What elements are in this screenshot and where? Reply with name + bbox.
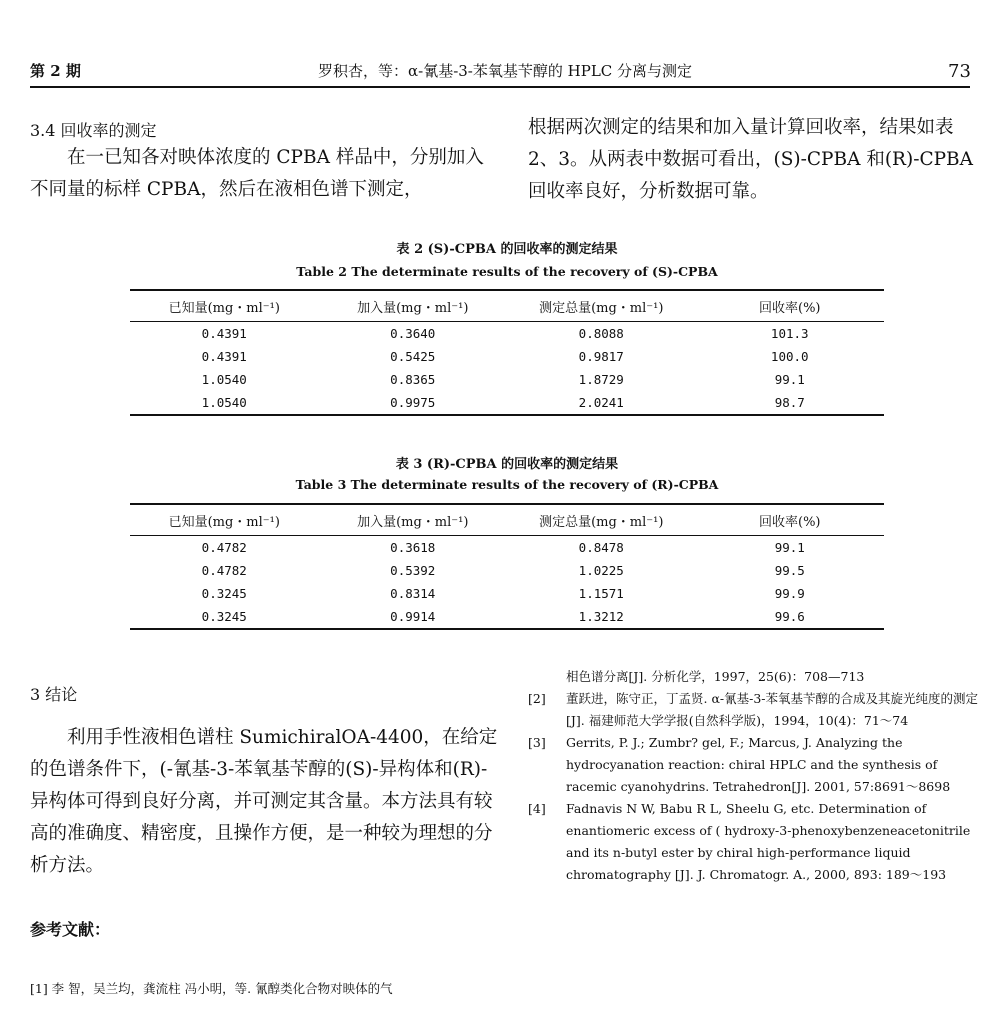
table-cell: 0.9975 [319,391,508,415]
table-cell: 0.8365 [390,372,436,387]
column-header: 已知量(mg・ml⁻¹) [130,504,319,536]
column-header: 回收率(%) [696,504,885,536]
table-cell: 0.4391 [201,349,247,364]
reference-1-continued: 相色谱分离[J]. 分析化学，1997，25(6)：708—713 [566,669,865,684]
table-row [130,345,884,368]
column-header: 加入量(mg・ml⁻¹) [319,504,508,536]
table-cell: 0.9817 [578,349,624,364]
reference-2 [528,688,978,732]
section-heading-3-4: 3.4 回收率的测定 [30,121,157,140]
reference-3 [528,732,978,798]
table-header-row [130,504,884,536]
table-cell: 1.3212 [507,605,696,629]
table-cell: 100.0 [770,349,809,364]
table-cell: 0.8478 [578,540,624,555]
table-cell: 99.9 [774,586,805,601]
table-row [130,582,884,605]
reference-number: [3] [528,735,546,750]
reference-4 [528,798,978,886]
table-cell: 0.8314 [390,586,436,601]
conclusion-heading: 3 结论 [30,685,78,704]
table-row [130,605,884,629]
column-header: 回收率(%) [696,290,885,322]
references-heading: 参考文献： [30,920,111,939]
table-cell: 99.6 [696,605,885,629]
table-cell: 0.8088 [578,326,624,341]
column-header: 测定总量(mg・ml⁻¹) [507,290,696,322]
table-cell: 0.3245 [201,586,247,601]
table-header-row [130,290,884,322]
table-cell: 1.0540 [130,391,319,415]
table-cell: 2.0241 [507,391,696,415]
table-row [130,391,884,415]
table2-caption-cn: 表 2 (S)-CPBA 的回收率的测定结果 [396,242,618,257]
references-list [528,666,978,886]
table-cell: 0.3618 [390,540,436,555]
table3-caption-en: Table 3 The determinate results of the recovery of (R)-CPBA [295,477,719,492]
table-cell: 0.5392 [390,563,436,578]
running-title: 罗积杏，等：α-氰基-3-苯氧基苄醇的 HPLC 分离与测定 [318,62,693,80]
table-row [130,368,884,391]
table-cell: 0.3640 [390,326,436,341]
table-cell: 0.4782 [201,563,247,578]
reference-number: [4] [528,801,546,816]
table2 [130,289,884,416]
column-header: 加入量(mg・ml⁻¹) [319,290,508,322]
table-cell: 1.0540 [201,372,247,387]
table-row [130,536,884,560]
table-cell: 0.4782 [201,540,247,555]
table-cell: 101.3 [770,326,809,341]
issue-number: 第 2 期 [30,62,81,80]
table-cell: 98.7 [696,391,885,415]
column-header: 已知量(mg・ml⁻¹) [130,290,319,322]
table-cell: 0.4391 [201,326,247,341]
conclusion-paragraph: 利用手性液相色谱柱 SumichiralOA-4400，在给定的色谱条件下，(-氰基-3-苯氧基苄醇的(S)-异构体和(R)-异构体可得到良好分离，并可测定其含量。本方法具有较高的准确度、精密度，且操作方便，是一种较为理想的分析方法。 [30,727,498,876]
paragraph-left: 在一已知各对映体浓度的 CPBA 样品中，分别加入不同量的标样 CPBA，然后在液相色谱下测定， [30,147,484,200]
reference-1: [1] 李 智，吴兰均，龚流柱 冯小明，等. 氰醇类化合物对映体的气 [30,981,393,996]
table-cell: 0.5425 [390,349,436,364]
reference-text: Gerrits, P. J.; Zumbr? gel, F.; Marcus, J. Analyzing the hydrocyanation reaction: chiral HPLC and the synthesis of racemic cyanohydrins. Tetrahedron[J]. 2001, 57:8691～8698 [566,735,951,794]
table2-caption-en: Table 2 The determinate results of the recovery of (S)-CPBA [296,264,718,279]
table3 [130,503,884,630]
table-cell: 1.8729 [578,372,624,387]
table-row [130,559,884,582]
column-header: 测定总量(mg・ml⁻¹) [507,504,696,536]
reference-text: 董跃进，陈守正，丁孟贤. α-氰基-3-苯氧基苄醇的合成及其旋光纯度的测定[J]. 福建师范大学学报(自然科学版)，1994，10(4)：71～74 [566,691,979,728]
table-cell: 99.1 [774,540,805,555]
table-row [130,322,884,346]
table-cell: 1.1571 [578,586,624,601]
header-rule [30,86,970,88]
table3-caption-cn: 表 3 (R)-CPBA 的回收率的测定结果 [395,457,619,472]
table-cell: 99.1 [774,372,805,387]
reference-text: Fadnavis N W, Babu R L, Sheelu G, etc. Determination of enantiomeric excess of ( hydroxy-3-phenoxybenzeneacetonitrile and its n-butyl ester by chiral high-performance liquid chromatography [J]. J. Chromatogr. A., 2000, 893: 189～193 [566,801,971,882]
page-number: 73 [948,61,971,82]
table-cell: 99.5 [774,563,805,578]
paragraph-right: 根据两次测定的结果和加入量计算回收率，结果如表 2、3。从两表中数据可看出，(S)-CPBA 和(R)-CPBA 回收率良好，分析数据可靠。 [528,117,974,202]
table-cell: 1.0225 [578,563,624,578]
table-cell: 0.3245 [130,605,319,629]
reference-number: [2] [528,691,546,706]
table-cell: 0.9914 [319,605,508,629]
